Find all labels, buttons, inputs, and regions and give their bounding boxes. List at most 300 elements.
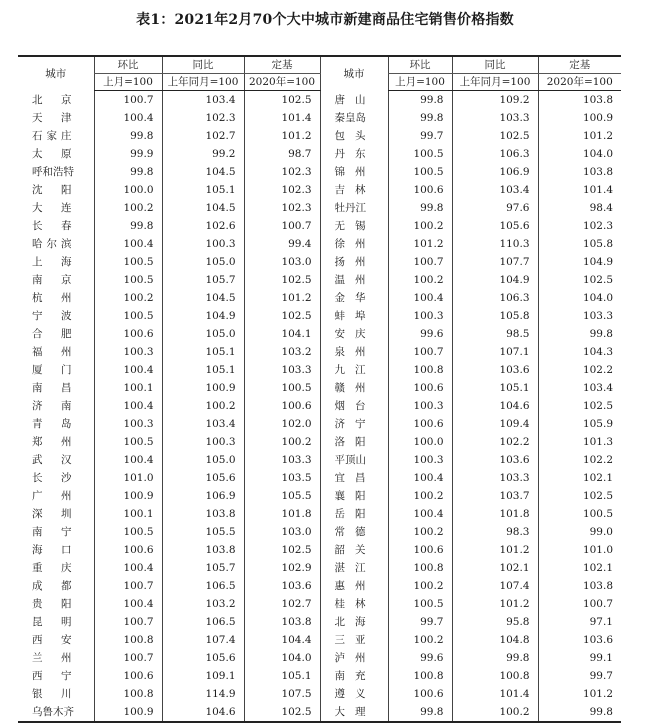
table-row bbox=[18, 649, 621, 667]
yoy-value-cell: 99.2 bbox=[162, 145, 244, 163]
base-value-cell: 102.5 bbox=[538, 397, 621, 415]
table-row bbox=[18, 451, 621, 469]
yoy-value-cell: 100.8 bbox=[452, 667, 538, 685]
base-value-cell: 100.6 bbox=[244, 397, 320, 415]
mom-value-cell: 99.6 bbox=[388, 649, 452, 667]
mom-value-cell: 100.7 bbox=[94, 613, 162, 631]
city-name-cell: 济宁 bbox=[334, 418, 366, 430]
yoy-value-cell: 101.4 bbox=[452, 685, 538, 703]
yoy-value-cell: 102.3 bbox=[162, 109, 244, 127]
mom-base-header-left: 上月=100 bbox=[94, 74, 162, 91]
base-value-cell: 98.4 bbox=[538, 199, 621, 217]
mom-value-cell: 99.8 bbox=[388, 199, 452, 217]
city-name-cell: 大理 bbox=[320, 703, 388, 722]
mom-value-cell: 100.4 bbox=[94, 559, 162, 577]
base-value-cell: 101.2 bbox=[244, 127, 320, 145]
base-value-cell: 102.7 bbox=[244, 595, 320, 613]
city-name-cell: 宁波 bbox=[32, 310, 72, 322]
table-row bbox=[18, 469, 621, 487]
yoy-value-cell: 98.3 bbox=[452, 523, 538, 541]
base-value-cell: 102.3 bbox=[244, 199, 320, 217]
city-name-cell: 秦皇岛 bbox=[334, 112, 366, 124]
base-value-cell: 100.2 bbox=[244, 433, 320, 451]
price-index-table bbox=[18, 55, 621, 723]
yoy-value-cell: 105.1 bbox=[162, 343, 244, 361]
mom-value-cell: 100.6 bbox=[388, 379, 452, 397]
mom-value-cell: 100.4 bbox=[94, 109, 162, 127]
base-value-cell: 99.1 bbox=[538, 649, 621, 667]
base-value-cell: 101.2 bbox=[244, 289, 320, 307]
base-column-header-left: 定基 bbox=[244, 56, 320, 74]
base-value-cell: 102.3 bbox=[538, 217, 621, 235]
mom-value-cell: 100.1 bbox=[94, 505, 162, 523]
city-name-cell: 无锡 bbox=[334, 220, 366, 232]
table-row bbox=[18, 505, 621, 523]
mom-value-cell: 101.0 bbox=[94, 469, 162, 487]
table-row bbox=[18, 361, 621, 379]
base-value-cell: 102.0 bbox=[244, 415, 320, 433]
mom-value-cell: 100.3 bbox=[94, 415, 162, 433]
city-name-cell: 南京 bbox=[32, 274, 72, 286]
yoy-value-cell: 104.5 bbox=[162, 289, 244, 307]
yoy-column-header-left: 同比 bbox=[162, 56, 244, 74]
city-name-cell: 济南 bbox=[32, 400, 72, 412]
city-name-cell: 广州 bbox=[32, 490, 72, 502]
mom-value-cell: 99.9 bbox=[94, 145, 162, 163]
table-row bbox=[18, 307, 621, 325]
table-row bbox=[18, 487, 621, 505]
mom-value-cell: 100.4 bbox=[388, 469, 452, 487]
table-row bbox=[18, 109, 621, 127]
yoy-value-cell: 100.2 bbox=[162, 397, 244, 415]
mom-value-cell: 100.2 bbox=[94, 199, 162, 217]
table-row bbox=[18, 379, 621, 397]
base-value-cell: 102.5 bbox=[244, 541, 320, 559]
city-name-cell: 三亚 bbox=[334, 634, 366, 646]
city-name-cell: 大连 bbox=[32, 202, 72, 214]
mom-value-cell: 100.1 bbox=[94, 379, 162, 397]
mom-value-cell: 100.7 bbox=[94, 649, 162, 667]
base-value-cell: 103.0 bbox=[244, 523, 320, 541]
yoy-value-cell: 107.4 bbox=[162, 631, 244, 649]
city-name-cell: 徐州 bbox=[334, 238, 366, 250]
yoy-value-cell: 105.5 bbox=[162, 523, 244, 541]
city-name-cell: 太原 bbox=[32, 148, 72, 160]
city-name-cell: 宜昌 bbox=[334, 472, 366, 484]
city-name-cell: 蚌埠 bbox=[334, 310, 366, 322]
base-value-cell: 104.1 bbox=[244, 325, 320, 343]
city-name-cell: 厦门 bbox=[32, 364, 72, 376]
mom-value-cell: 100.4 bbox=[94, 451, 162, 469]
mom-value-cell: 100.2 bbox=[388, 523, 452, 541]
city-name-cell: 南充 bbox=[334, 670, 366, 682]
yoy-value-cell: 105.0 bbox=[162, 325, 244, 343]
mom-value-cell: 100.8 bbox=[388, 559, 452, 577]
city-name-cell: 烟台 bbox=[334, 400, 366, 412]
yoy-value-cell: 101.8 bbox=[452, 505, 538, 523]
city-name-cell: 洛阳 bbox=[334, 436, 366, 448]
yoy-value-cell: 105.1 bbox=[452, 379, 538, 397]
yoy-value-cell: 107.1 bbox=[452, 343, 538, 361]
city-name-cell: 沈阳 bbox=[32, 184, 72, 196]
mom-value-cell: 100.5 bbox=[388, 145, 452, 163]
city-name-cell: 贵阳 bbox=[32, 598, 72, 610]
base-value-cell: 104.4 bbox=[244, 631, 320, 649]
base-value-cell: 105.1 bbox=[244, 667, 320, 685]
mom-value-cell: 100.6 bbox=[94, 325, 162, 343]
city-name-cell: 成都 bbox=[32, 580, 72, 592]
base-value-cell: 101.4 bbox=[538, 181, 621, 199]
mom-value-cell: 100.8 bbox=[94, 631, 162, 649]
base-value-cell: 102.3 bbox=[244, 181, 320, 199]
base-value-cell: 103.4 bbox=[538, 379, 621, 397]
city-name-cell: 青岛 bbox=[32, 418, 72, 430]
city-name-cell: 泉州 bbox=[334, 346, 366, 358]
yoy-value-cell: 104.6 bbox=[452, 397, 538, 415]
base-value-cell: 103.6 bbox=[538, 631, 621, 649]
yoy-value-cell: 103.8 bbox=[162, 541, 244, 559]
yoy-value-cell: 105.6 bbox=[162, 649, 244, 667]
mom-value-cell: 100.6 bbox=[388, 541, 452, 559]
mom-value-cell: 100.4 bbox=[94, 361, 162, 379]
mom-value-cell: 100.5 bbox=[94, 307, 162, 325]
mom-value-cell: 100.5 bbox=[94, 271, 162, 289]
mom-value-cell: 100.4 bbox=[94, 595, 162, 613]
table-row bbox=[18, 235, 621, 253]
base-value-cell: 99.8 bbox=[538, 325, 621, 343]
city-column-header-right: 城市 bbox=[343, 67, 365, 80]
city-name-cell: 惠州 bbox=[334, 580, 366, 592]
city-name-cell: 杭州 bbox=[32, 292, 72, 304]
yoy-value-cell: 109.2 bbox=[452, 91, 538, 110]
city-name-cell: 武汉 bbox=[32, 454, 72, 466]
yoy-value-cell: 104.9 bbox=[452, 271, 538, 289]
table-header bbox=[18, 56, 621, 91]
yoy-value-cell: 103.4 bbox=[162, 415, 244, 433]
base-value-cell: 102.1 bbox=[538, 559, 621, 577]
base-value-cell: 103.5 bbox=[244, 469, 320, 487]
base-value-cell: 104.0 bbox=[538, 289, 621, 307]
city-name-cell: 金华 bbox=[334, 292, 366, 304]
yoy-value-cell: 104.5 bbox=[162, 199, 244, 217]
table-row bbox=[18, 163, 621, 181]
base-value-cell: 102.2 bbox=[538, 361, 621, 379]
base-value-cell: 102.5 bbox=[244, 91, 320, 110]
mom-value-cell: 100.3 bbox=[388, 307, 452, 325]
mom-value-cell: 99.8 bbox=[388, 91, 452, 110]
city-name-cell: 九江 bbox=[334, 364, 366, 376]
base-value-cell: 105.9 bbox=[538, 415, 621, 433]
mom-value-cell: 100.3 bbox=[388, 451, 452, 469]
yoy-value-cell: 101.2 bbox=[452, 541, 538, 559]
mom-value-cell: 100.5 bbox=[94, 523, 162, 541]
base-value-cell: 103.3 bbox=[538, 307, 621, 325]
yoy-value-cell: 99.8 bbox=[452, 649, 538, 667]
city-column-header-left: 城市 bbox=[45, 67, 67, 80]
base-value-cell: 102.5 bbox=[244, 703, 320, 722]
mom-value-cell: 100.6 bbox=[388, 415, 452, 433]
city-name-cell: 深圳 bbox=[32, 508, 72, 520]
yoy-value-cell: 106.5 bbox=[162, 613, 244, 631]
yoy-value-cell: 100.3 bbox=[162, 235, 244, 253]
base-value-cell: 107.5 bbox=[244, 685, 320, 703]
yoy-value-cell: 107.7 bbox=[452, 253, 538, 271]
yoy-value-cell: 104.9 bbox=[162, 307, 244, 325]
yoy-value-cell: 103.8 bbox=[162, 505, 244, 523]
table-row bbox=[18, 433, 621, 451]
mom-value-cell: 100.7 bbox=[388, 253, 452, 271]
base-value-cell: 105.5 bbox=[244, 487, 320, 505]
yoy-value-cell: 102.2 bbox=[452, 433, 538, 451]
mom-value-cell: 100.9 bbox=[94, 703, 162, 722]
yoy-value-cell: 103.3 bbox=[452, 109, 538, 127]
table-body bbox=[18, 91, 621, 723]
yoy-value-cell: 105.6 bbox=[452, 217, 538, 235]
yoy-value-cell: 109.1 bbox=[162, 667, 244, 685]
yoy-value-cell: 102.7 bbox=[162, 127, 244, 145]
base-value-cell: 101.8 bbox=[244, 505, 320, 523]
table-row bbox=[18, 289, 621, 307]
yoy-value-cell: 106.5 bbox=[162, 577, 244, 595]
mom-value-cell: 100.3 bbox=[94, 343, 162, 361]
base-value-cell: 103.8 bbox=[538, 163, 621, 181]
base-value-cell: 98.7 bbox=[244, 145, 320, 163]
mom-value-cell: 100.6 bbox=[94, 667, 162, 685]
yoy-value-cell: 100.3 bbox=[162, 433, 244, 451]
mom-value-cell: 100.2 bbox=[388, 577, 452, 595]
yoy-value-cell: 103.3 bbox=[452, 469, 538, 487]
mom-value-cell: 99.8 bbox=[94, 127, 162, 145]
yoy-base-header-left: 上年同月=100 bbox=[162, 74, 244, 91]
table-row bbox=[18, 325, 621, 343]
yoy-value-cell: 103.2 bbox=[162, 595, 244, 613]
city-name-cell: 北京 bbox=[32, 93, 72, 106]
mom-value-cell: 99.8 bbox=[388, 109, 452, 127]
yoy-value-cell: 97.6 bbox=[452, 199, 538, 217]
mom-value-cell: 100.4 bbox=[388, 289, 452, 307]
mom-value-cell: 100.5 bbox=[94, 433, 162, 451]
city-name-cell: 哈尔滨 bbox=[32, 238, 72, 250]
yoy-value-cell: 106.3 bbox=[452, 145, 538, 163]
base-column-header-right: 定基 bbox=[538, 56, 621, 74]
base-value-cell: 102.3 bbox=[244, 163, 320, 181]
yoy-value-cell: 105.8 bbox=[452, 307, 538, 325]
mom-value-cell: 100.2 bbox=[388, 271, 452, 289]
table-row bbox=[18, 253, 621, 271]
table-row bbox=[18, 145, 621, 163]
table-row bbox=[18, 595, 621, 613]
yoy-value-cell: 107.4 bbox=[452, 577, 538, 595]
mom-value-cell: 99.7 bbox=[388, 127, 452, 145]
yoy-value-cell: 95.8 bbox=[452, 613, 538, 631]
base-value-cell: 103.0 bbox=[244, 253, 320, 271]
table-row bbox=[18, 217, 621, 235]
city-name-cell: 襄阳 bbox=[334, 490, 366, 502]
base-value-cell: 105.8 bbox=[538, 235, 621, 253]
base-value-cell: 99.7 bbox=[538, 667, 621, 685]
mom-column-header-left: 环比 bbox=[94, 56, 162, 74]
mom-value-cell: 100.2 bbox=[388, 217, 452, 235]
city-name-cell: 丹东 bbox=[334, 148, 366, 160]
mom-value-cell: 100.8 bbox=[388, 361, 452, 379]
mom-value-cell: 99.6 bbox=[388, 325, 452, 343]
city-name-cell: 长春 bbox=[32, 220, 72, 232]
base-value-cell: 100.7 bbox=[538, 595, 621, 613]
yoy-value-cell: 109.4 bbox=[452, 415, 538, 433]
yoy-value-cell: 110.3 bbox=[452, 235, 538, 253]
base-value-cell: 101.0 bbox=[538, 541, 621, 559]
table-row bbox=[18, 271, 621, 289]
base-value-cell: 104.0 bbox=[244, 649, 320, 667]
city-name-cell: 石家庄 bbox=[32, 130, 72, 142]
base-value-cell: 104.0 bbox=[538, 145, 621, 163]
mom-value-cell: 100.5 bbox=[94, 253, 162, 271]
mom-value-cell: 99.7 bbox=[388, 613, 452, 631]
city-name-cell: 天津 bbox=[32, 112, 72, 124]
yoy-value-cell: 105.7 bbox=[162, 271, 244, 289]
city-name-cell: 温州 bbox=[334, 274, 366, 286]
city-name-cell: 牡丹江 bbox=[334, 202, 366, 214]
yoy-value-cell: 100.2 bbox=[452, 703, 538, 722]
city-name-cell: 重庆 bbox=[32, 562, 72, 574]
yoy-value-cell: 103.7 bbox=[452, 487, 538, 505]
city-name-cell: 海口 bbox=[32, 544, 72, 556]
yoy-value-cell: 105.1 bbox=[162, 361, 244, 379]
mom-value-cell: 100.0 bbox=[388, 433, 452, 451]
yoy-column-header-right: 同比 bbox=[452, 56, 538, 74]
base-value-cell: 99.0 bbox=[538, 523, 621, 541]
table-row bbox=[18, 559, 621, 577]
city-name-cell: 南宁 bbox=[32, 526, 72, 538]
base-value-cell: 103.8 bbox=[244, 613, 320, 631]
city-name-cell: 韶关 bbox=[334, 544, 366, 556]
city-name-cell: 锦州 bbox=[334, 166, 366, 178]
city-name-cell: 唐山 bbox=[334, 93, 366, 106]
yoy-value-cell: 114.9 bbox=[162, 685, 244, 703]
city-name-cell: 西宁 bbox=[32, 670, 72, 682]
base-value-cell: 103.3 bbox=[244, 451, 320, 469]
city-name-cell: 北海 bbox=[334, 616, 366, 628]
city-name-cell: 赣州 bbox=[334, 382, 366, 394]
yoy-value-cell: 101.2 bbox=[452, 595, 538, 613]
mom-value-cell: 99.8 bbox=[388, 703, 452, 722]
city-name-cell: 呼和浩特 bbox=[32, 166, 74, 178]
mom-value-cell: 100.9 bbox=[94, 487, 162, 505]
mom-value-cell: 100.3 bbox=[388, 397, 452, 415]
base-value-cell: 103.8 bbox=[538, 91, 621, 110]
city-name-cell: 西安 bbox=[32, 634, 72, 646]
city-name-cell: 乌鲁木齐 bbox=[18, 703, 94, 722]
table-row bbox=[18, 343, 621, 361]
table-row bbox=[18, 541, 621, 559]
yoy-base-header-right: 上年同月=100 bbox=[452, 74, 538, 91]
base-value-cell: 101.2 bbox=[538, 127, 621, 145]
base-value-cell: 103.8 bbox=[538, 577, 621, 595]
base-value-cell: 102.5 bbox=[244, 271, 320, 289]
city-name-cell: 兰州 bbox=[32, 652, 72, 664]
yoy-value-cell: 100.9 bbox=[162, 379, 244, 397]
mom-value-cell: 100.8 bbox=[388, 667, 452, 685]
mom-value-cell: 100.4 bbox=[388, 505, 452, 523]
table-row bbox=[18, 667, 621, 685]
city-name-cell: 南昌 bbox=[32, 382, 72, 394]
mom-value-cell: 101.2 bbox=[388, 235, 452, 253]
table-row bbox=[18, 631, 621, 649]
base-value-cell: 100.7 bbox=[244, 217, 320, 235]
fixed-base-header-left: 2020年=100 bbox=[244, 74, 320, 91]
base-value-cell: 102.5 bbox=[538, 271, 621, 289]
city-name-cell: 平顶山 bbox=[334, 454, 366, 466]
base-value-cell: 102.1 bbox=[538, 469, 621, 487]
yoy-value-cell: 105.7 bbox=[162, 559, 244, 577]
city-name-cell: 长沙 bbox=[32, 472, 72, 484]
city-name-cell: 昆明 bbox=[32, 616, 72, 628]
city-name-cell: 常德 bbox=[334, 526, 366, 538]
base-value-cell: 102.2 bbox=[538, 451, 621, 469]
mom-base-header-right: 上月=100 bbox=[388, 74, 452, 91]
yoy-value-cell: 105.0 bbox=[162, 451, 244, 469]
mom-value-cell: 100.7 bbox=[94, 577, 162, 595]
table-row bbox=[18, 523, 621, 541]
city-name-cell: 吉林 bbox=[334, 184, 366, 196]
yoy-value-cell: 103.4 bbox=[162, 91, 244, 110]
base-value-cell: 103.2 bbox=[244, 343, 320, 361]
base-value-cell: 101.2 bbox=[538, 685, 621, 703]
yoy-value-cell: 105.1 bbox=[162, 181, 244, 199]
city-name-cell: 合肥 bbox=[32, 328, 72, 340]
yoy-value-cell: 103.4 bbox=[452, 181, 538, 199]
city-name-cell: 扬州 bbox=[334, 256, 366, 268]
base-value-cell: 102.9 bbox=[244, 559, 320, 577]
base-value-cell: 104.9 bbox=[538, 253, 621, 271]
base-value-cell: 97.1 bbox=[538, 613, 621, 631]
mom-value-cell: 100.2 bbox=[388, 487, 452, 505]
mom-value-cell: 100.4 bbox=[94, 397, 162, 415]
mom-value-cell: 100.0 bbox=[94, 181, 162, 199]
base-value-cell: 100.9 bbox=[538, 109, 621, 127]
fixed-base-header-right: 2020年=100 bbox=[538, 74, 621, 91]
mom-value-cell: 100.6 bbox=[388, 181, 452, 199]
base-value-cell: 103.3 bbox=[244, 361, 320, 379]
base-value-cell: 100.5 bbox=[538, 505, 621, 523]
table-row bbox=[18, 91, 621, 110]
city-name-cell: 安庆 bbox=[334, 328, 366, 340]
mom-value-cell: 99.8 bbox=[94, 217, 162, 235]
yoy-value-cell: 106.3 bbox=[452, 289, 538, 307]
yoy-value-cell: 103.6 bbox=[452, 451, 538, 469]
mom-value-cell: 100.7 bbox=[94, 91, 162, 110]
table-row bbox=[18, 685, 621, 703]
yoy-value-cell: 102.1 bbox=[452, 559, 538, 577]
yoy-value-cell: 104.5 bbox=[162, 163, 244, 181]
table-row bbox=[18, 127, 621, 145]
base-value-cell: 102.5 bbox=[538, 487, 621, 505]
yoy-value-cell: 105.6 bbox=[162, 469, 244, 487]
base-value-cell: 102.5 bbox=[244, 307, 320, 325]
yoy-value-cell: 103.6 bbox=[452, 361, 538, 379]
mom-value-cell: 100.6 bbox=[94, 541, 162, 559]
table-row bbox=[18, 415, 621, 433]
table-row bbox=[18, 613, 621, 631]
mom-value-cell: 100.4 bbox=[94, 235, 162, 253]
city-name-cell: 郑州 bbox=[32, 436, 72, 448]
yoy-value-cell: 98.5 bbox=[452, 325, 538, 343]
base-value-cell: 100.5 bbox=[244, 379, 320, 397]
table-row bbox=[18, 397, 621, 415]
base-value-cell: 101.4 bbox=[244, 109, 320, 127]
city-name-cell: 银川 bbox=[32, 688, 72, 700]
mom-value-cell: 100.2 bbox=[94, 289, 162, 307]
